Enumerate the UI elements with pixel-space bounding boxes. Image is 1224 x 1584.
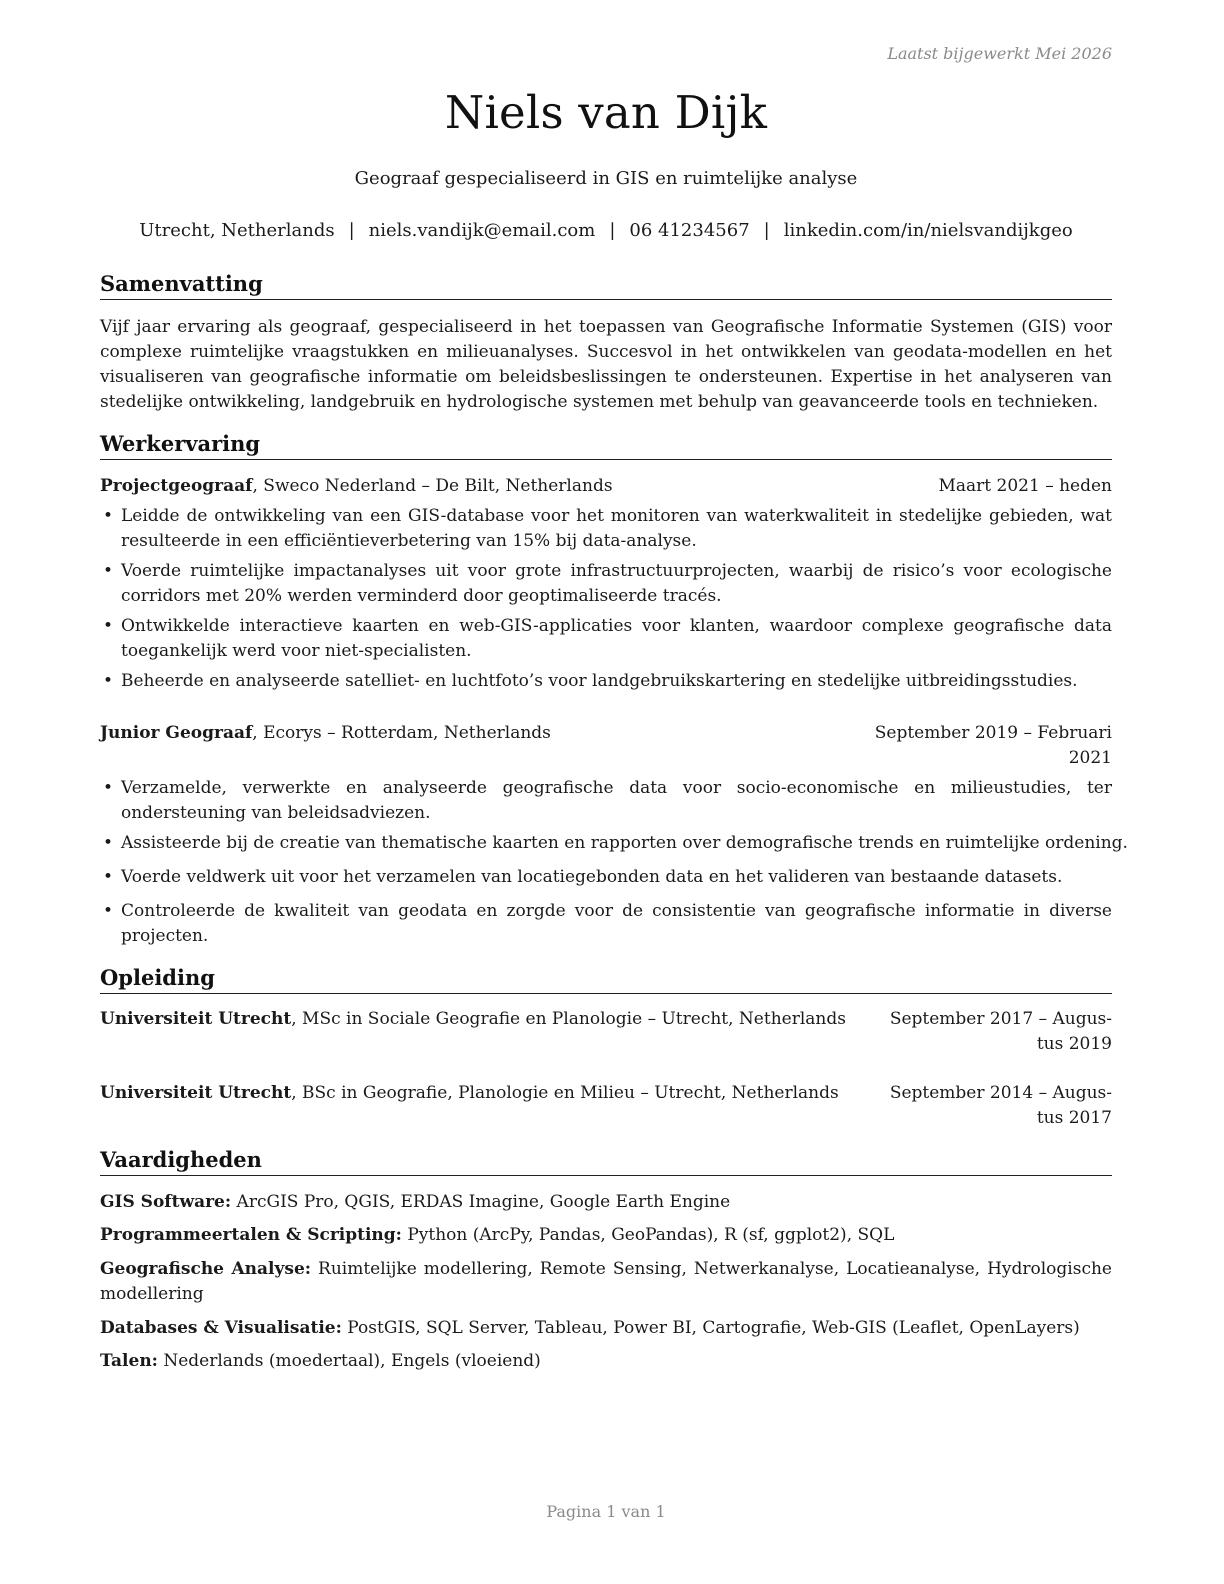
education-degree: , MSc in Sociale Geografie en Planologie – Utrecht, Netherlands <box>291 1009 846 1029</box>
education-item <box>100 1007 1112 1057</box>
education-school: Universiteit Utrecht <box>100 1009 292 1029</box>
bullet-icon: • <box>103 778 114 798</box>
person-name: Niels van Dijk <box>444 86 768 139</box>
skill-label: GIS Software: <box>100 1192 232 1212</box>
job-dates: Maart 2021 – heden <box>938 476 1112 496</box>
skill-value: ArcGIS Pro, QGIS, ERDAS Imagine, Google Earth Engine <box>231 1192 731 1212</box>
job-dates: September 2019 – Februari 2021 <box>874 723 1112 768</box>
bullet-icon: • <box>103 833 114 853</box>
skill-row <box>100 1316 1112 1341</box>
list-item: • Voerde veldwerk uit voor het verzamelen van locatiegebonden data en het valideren van bestaande datasets. <box>100 865 1112 890</box>
contact-separator: | <box>348 220 355 241</box>
bullet-icon: • <box>103 867 114 887</box>
contact-separator: | <box>609 220 616 241</box>
job-header <box>100 474 1112 499</box>
contact-line <box>100 220 1112 241</box>
skill-label: Talen: <box>100 1351 158 1371</box>
education-item <box>100 1081 1112 1131</box>
list-item: • Assisteerde bij de creatie van thematische kaarten en rapporten over demografische trends en ruimtelijke ordening. <box>100 831 1112 856</box>
bullet-icon: • <box>103 561 114 581</box>
job-role: Junior Geograaf <box>100 723 253 743</box>
bullet-icon: • <box>103 506 114 526</box>
section-title-education: Opleiding <box>100 964 1112 994</box>
skill-value: Python (ArcPy, Pandas, GeoPandas), R (sf, ggplot2), SQL <box>401 1225 895 1245</box>
skill-value: Nederlands (moedertaal), Engels (vloeiend) <box>157 1351 541 1371</box>
section-title-experience: Werkervaring <box>100 430 1112 460</box>
job-role: Projectgeograaf <box>100 476 253 496</box>
bullet-icon: • <box>103 616 114 636</box>
contact-separator: | <box>763 220 770 241</box>
headline: Geograaf gespecialiseerd in GIS en ruimtelijke analyse <box>354 168 858 189</box>
education-dates: September 2017 – Augus- tus 2019 <box>889 1009 1112 1054</box>
list-item: • Beheerde en analyseerde satelliet- en luchtfoto’s voor landgebruikskartering en stedelijke uitbreidingsstudies. <box>100 669 1112 694</box>
contact-phone: 06 41234567 <box>629 220 750 241</box>
education-school: Universiteit Utrecht <box>100 1083 292 1103</box>
page-number: Pagina 1 van 1 <box>546 1502 666 1521</box>
job-bullets <box>100 776 1128 949</box>
job-organization: , Sweco Nederland – De Bilt, Netherlands <box>252 476 613 496</box>
skill-value: Ruimtelijke modellering, Remote Sensing, Netwerkanalyse, Locatieanalyse, Hydrologische modellering <box>100 1259 1112 1304</box>
education-dates: September 2014 – Augus- tus 2017 <box>889 1083 1112 1128</box>
skill-row <box>100 1349 1112 1374</box>
summary-text: Vijf jaar ervaring als geograaf, gespecialiseerd in het toepassen van Geografische Informatie Systemen (GIS) voor complexe ruimtelijke vraagstukken en milieuanalyses. Succesvol in het ontwikkelen van geodata-modellen en het visualiseren van geografische informatie om beleidsbeslissingen te ondersteunen. Expertise in het analyseren van stedelijke ontwikkeling, landgebruik en hydrologische systemen met behulp van geavanceerde tools en technieken. <box>100 317 1112 412</box>
last-updated: Laatst bijgewerkt Mei 2026 <box>887 44 1112 63</box>
list-item: • Verzamelde, verwerkte en analyseerde geografische data voor socio-economische en milieustudies, ter ondersteuning van beleidsadviezen. <box>103 778 1112 823</box>
list-item: • Voerde ruimtelijke impactanalyses uit voor grote infrastructuurprojecten, waarbij de risico’s voor ecologische corridors met 20% werden verminderd door geoptimaliseerde tracés. <box>103 561 1112 606</box>
job-bullets <box>100 504 1112 694</box>
skill-label: Databases & Visualisatie: <box>100 1318 342 1338</box>
job-organization: , Ecorys – Rotterdam, Netherlands <box>252 723 551 743</box>
list-item: • Controleerde de kwaliteit van geodata en zorgde voor de consistentie van geografische informatie in diverse projecten. <box>103 901 1112 946</box>
section-title-summary: Samenvatting <box>100 270 1112 300</box>
job-header <box>100 721 1112 771</box>
resume-page <box>100 0 1128 1584</box>
section-title-skills: Vaardigheden <box>100 1146 1112 1176</box>
skill-row <box>100 1190 1112 1215</box>
contact-location: Utrecht, Netherlands <box>139 220 335 241</box>
contact-linkedin[interactable]: linkedin.com/in/nielsvandijkgeo <box>783 220 1073 241</box>
contact-email[interactable]: niels.vandijk@email.com <box>368 220 596 241</box>
skill-row <box>100 1223 1112 1248</box>
skill-row <box>100 1257 1112 1307</box>
education-degree: , BSc in Geografie, Planologie en Milieu – Utrecht, Netherlands <box>291 1083 839 1103</box>
skill-label: Geografische Analyse: <box>100 1259 312 1279</box>
skill-value: PostGIS, SQL Server, Tableau, Power BI, Cartografie, Web-GIS (Leaflet, OpenLayers) <box>341 1318 1080 1338</box>
list-item: • Leidde de ontwikkeling van een GIS-database voor het monitoren van waterkwaliteit in stedelijke gebieden, wat resulteerde in een efficiëntieverbetering van 15% bij data-analyse. <box>103 506 1112 551</box>
skill-label: Programmeertalen & Scripting: <box>100 1225 402 1245</box>
bullet-icon: • <box>103 671 114 691</box>
list-item: • Ontwikkelde interactieve kaarten en web-GIS-applicaties voor klanten, waardoor complexe geografische data toegankelijk werd voor niet-specialisten. <box>103 616 1112 661</box>
bullet-icon: • <box>103 901 114 921</box>
